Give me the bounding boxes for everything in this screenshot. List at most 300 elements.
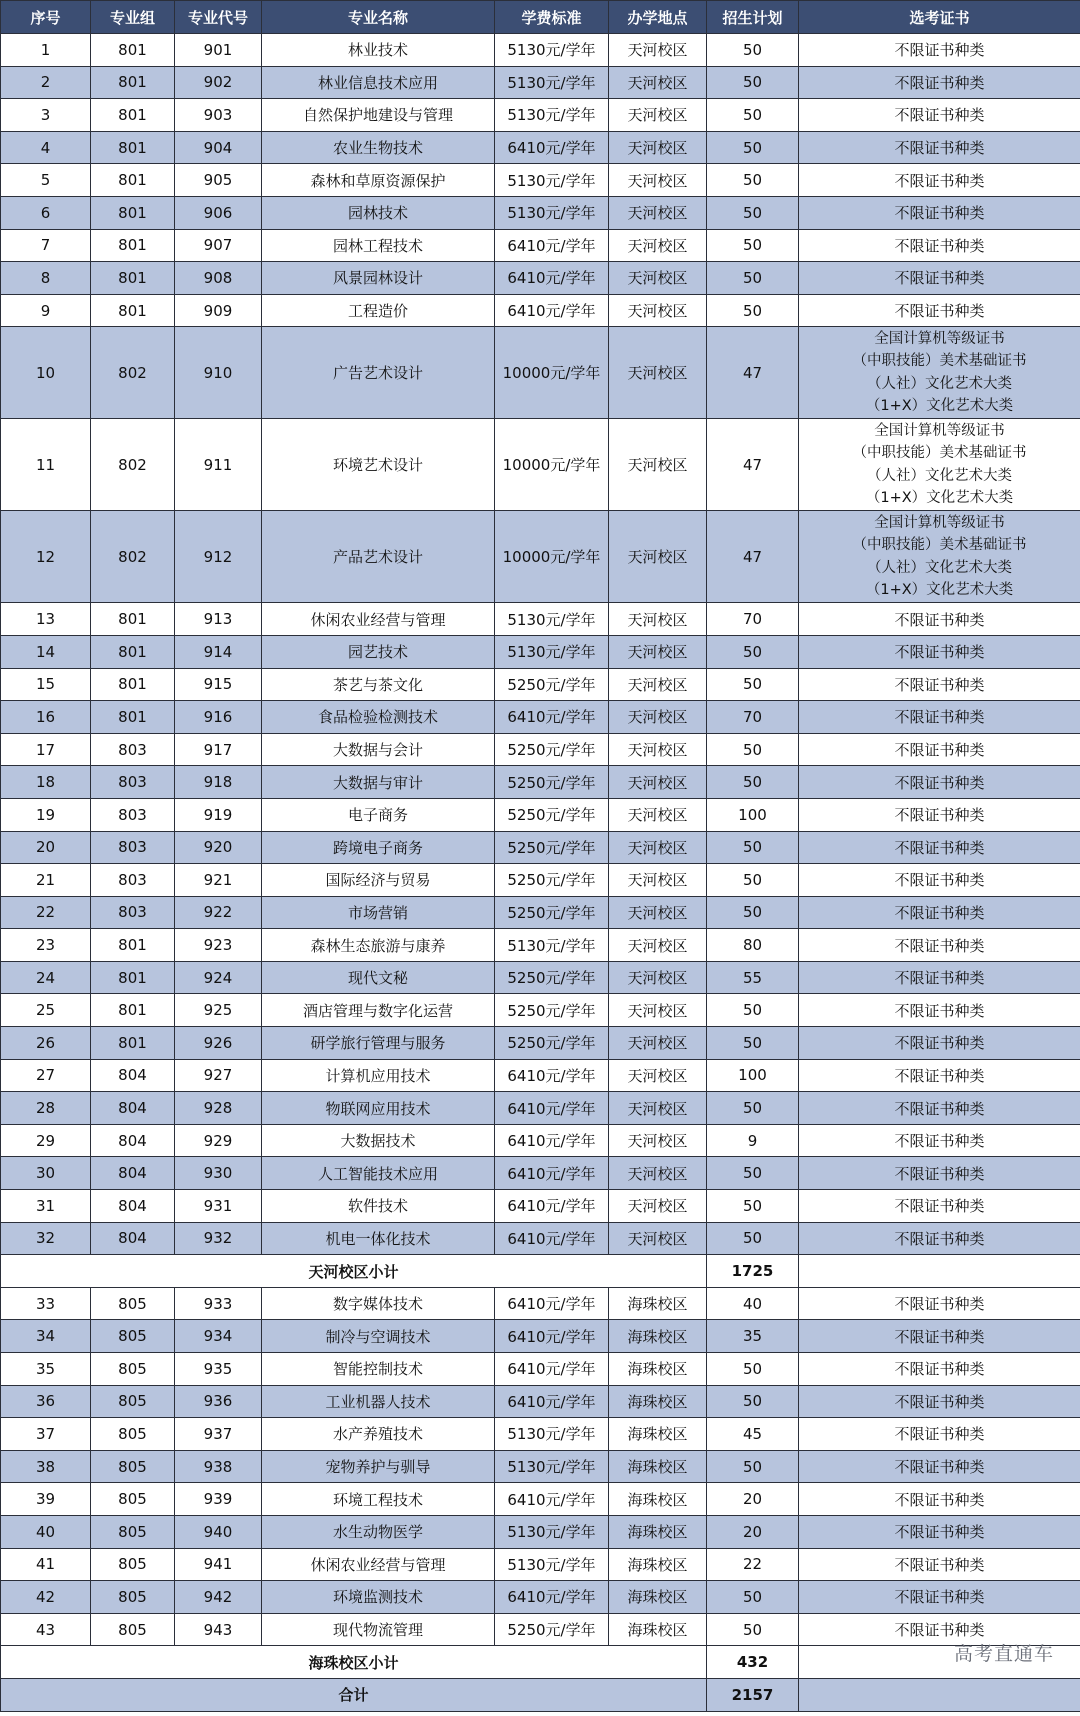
table-row (1, 66, 1080, 99)
table-row (1, 34, 1080, 67)
cell-index: 8 (1, 262, 91, 295)
cell-group: 805 (91, 1548, 175, 1581)
cell-name: 宠物养护与驯导 (262, 1450, 495, 1483)
cell-plan: 50 (707, 229, 799, 262)
cell-fee: 6410元/学年 (495, 131, 609, 164)
cell-cert: 不限证书种类 (799, 196, 1080, 229)
cell-plan: 50 (707, 733, 799, 766)
table-row (1, 1548, 1080, 1581)
cell-plan: 50 (707, 668, 799, 701)
table-header-row (1, 1, 1080, 34)
table-row (1, 294, 1080, 327)
cell-group: 803 (91, 766, 175, 799)
table-row (1, 99, 1080, 132)
cell-location: 天河校区 (609, 1190, 707, 1223)
cell-fee: 5250元/学年 (495, 766, 609, 799)
cell-cert: 不限证书种类 (799, 1157, 1080, 1190)
cell-plan: 47 (707, 419, 799, 511)
cert-line: （人社）文化艺术大类 (867, 375, 1012, 392)
table-row (1, 511, 1080, 603)
cell-plan: 50 (707, 1353, 799, 1386)
cell-plan: 50 (707, 1190, 799, 1223)
cell-plan: 50 (707, 1613, 799, 1646)
cell-name: 休闲农业经营与管理 (262, 603, 495, 636)
cell-cert: 不限证书种类 (799, 1190, 1080, 1223)
cell-cert: 不限证书种类 (799, 1222, 1080, 1255)
cell-group: 801 (91, 262, 175, 295)
cell-code: 901 (175, 34, 262, 67)
cell-code: 942 (175, 1581, 262, 1614)
cell-code: 903 (175, 99, 262, 132)
cell-plan: 50 (707, 864, 799, 897)
cell-cert: 不限证书种类 (799, 99, 1080, 132)
cell-plan: 20 (707, 1483, 799, 1516)
cell-index: 39 (1, 1483, 91, 1516)
cell-code: 927 (175, 1059, 262, 1092)
table-row (1, 1222, 1080, 1255)
cell-code: 943 (175, 1613, 262, 1646)
cell-group: 801 (91, 961, 175, 994)
tianhe-subtotal-row-empty (799, 1255, 1080, 1288)
cell-group: 803 (91, 831, 175, 864)
cell-group: 802 (91, 327, 175, 419)
cell-location: 天河校区 (609, 603, 707, 636)
cell-index: 37 (1, 1418, 91, 1451)
cell-code: 929 (175, 1124, 262, 1157)
cell-group: 804 (91, 1222, 175, 1255)
cell-name: 食品检验检测技术 (262, 701, 495, 734)
cell-plan: 50 (707, 1092, 799, 1125)
cell-group: 802 (91, 511, 175, 603)
cell-location: 天河校区 (609, 668, 707, 701)
cell-cert: 不限证书种类 (799, 294, 1080, 327)
cell-group: 805 (91, 1320, 175, 1353)
cell-location: 海珠校区 (609, 1320, 707, 1353)
cell-cert: 不限证书种类 (799, 1353, 1080, 1386)
cell-cert: 不限证书种类 (799, 798, 1080, 831)
cell-location: 天河校区 (609, 701, 707, 734)
cell-name: 自然保护地建设与管理 (262, 99, 495, 132)
cell-plan: 50 (707, 34, 799, 67)
cell-fee: 5130元/学年 (495, 603, 609, 636)
cell-plan: 80 (707, 929, 799, 962)
cell-plan: 50 (707, 1581, 799, 1614)
cell-name: 森林和草原资源保护 (262, 164, 495, 197)
cell-group: 805 (91, 1418, 175, 1451)
table-row (1, 831, 1080, 864)
cell-cert: 不限证书种类 (799, 1092, 1080, 1125)
table-row (1, 1450, 1080, 1483)
table-row (1, 701, 1080, 734)
cell-plan: 50 (707, 66, 799, 99)
table-row (1, 635, 1080, 668)
cell-group: 801 (91, 99, 175, 132)
cell-cert (799, 419, 1080, 511)
cell-code: 923 (175, 929, 262, 962)
cell-plan: 50 (707, 294, 799, 327)
cell-fee: 6410元/学年 (495, 1157, 609, 1190)
cell-cert: 不限证书种类 (799, 603, 1080, 636)
cell-group: 804 (91, 1157, 175, 1190)
cell-name: 产品艺术设计 (262, 511, 495, 603)
cell-plan: 50 (707, 896, 799, 929)
cell-location: 海珠校区 (609, 1385, 707, 1418)
cell-group: 805 (91, 1287, 175, 1320)
cell-location: 天河校区 (609, 864, 707, 897)
header-name: 专业名称 (262, 1, 495, 34)
cell-plan: 50 (707, 831, 799, 864)
cell-cert: 不限证书种类 (799, 66, 1080, 99)
cell-fee: 5130元/学年 (495, 635, 609, 668)
cell-cert: 不限证书种类 (799, 635, 1080, 668)
cell-location: 天河校区 (609, 798, 707, 831)
cert-line: 全国计算机等级证书 (874, 330, 1005, 347)
cell-code: 941 (175, 1548, 262, 1581)
cell-plan: 50 (707, 1450, 799, 1483)
cell-location: 海珠校区 (609, 1515, 707, 1548)
cell-location: 海珠校区 (609, 1287, 707, 1320)
header-plan: 招生计划 (707, 1, 799, 34)
cell-name: 软件技术 (262, 1190, 495, 1223)
table-row (1, 798, 1080, 831)
header-cert: 选考证书 (799, 1, 1080, 34)
cell-fee: 6410元/学年 (495, 1353, 609, 1386)
table-row (1, 766, 1080, 799)
cell-location: 天河校区 (609, 66, 707, 99)
cell-plan: 9 (707, 1124, 799, 1157)
cell-location: 天河校区 (609, 511, 707, 603)
cell-cert: 不限证书种类 (799, 1124, 1080, 1157)
cell-index: 36 (1, 1385, 91, 1418)
cell-group: 804 (91, 1124, 175, 1157)
cell-fee: 5250元/学年 (495, 733, 609, 766)
cell-group: 801 (91, 196, 175, 229)
cell-index: 17 (1, 733, 91, 766)
cell-code: 919 (175, 798, 262, 831)
haizhu-subtotal-row (1, 1646, 1080, 1679)
cell-cert: 不限证书种类 (799, 1418, 1080, 1451)
cell-plan: 47 (707, 327, 799, 419)
cell-cert: 不限证书种类 (799, 1320, 1080, 1353)
cell-group: 805 (91, 1353, 175, 1386)
cell-group: 805 (91, 1450, 175, 1483)
cell-code: 902 (175, 66, 262, 99)
cell-plan: 50 (707, 262, 799, 295)
cell-location: 天河校区 (609, 831, 707, 864)
cell-index: 10 (1, 327, 91, 419)
cell-cert: 不限证书种类 (799, 1548, 1080, 1581)
cell-cert: 不限证书种类 (799, 1385, 1080, 1418)
cell-cert: 不限证书种类 (799, 668, 1080, 701)
cell-index: 31 (1, 1190, 91, 1223)
cell-name: 研学旅行管理与服务 (262, 1027, 495, 1060)
cell-location: 海珠校区 (609, 1418, 707, 1451)
cell-index: 14 (1, 635, 91, 668)
cell-fee: 5250元/学年 (495, 798, 609, 831)
cell-name: 水生动物医学 (262, 1515, 495, 1548)
cell-group: 805 (91, 1483, 175, 1516)
table-row (1, 419, 1080, 511)
cell-cert: 不限证书种类 (799, 831, 1080, 864)
cell-group: 801 (91, 1027, 175, 1060)
cell-fee: 6410元/学年 (495, 1190, 609, 1223)
cell-code: 913 (175, 603, 262, 636)
cell-location: 天河校区 (609, 896, 707, 929)
cell-name: 机电一体化技术 (262, 1222, 495, 1255)
cell-index: 1 (1, 34, 91, 67)
cell-cert (799, 511, 1080, 603)
cell-name: 酒店管理与数字化运营 (262, 994, 495, 1027)
cell-plan: 70 (707, 701, 799, 734)
cert-line: 全国计算机等级证书 (874, 514, 1005, 531)
cell-name: 园艺技术 (262, 635, 495, 668)
cell-group: 802 (91, 419, 175, 511)
cell-fee: 5250元/学年 (495, 1613, 609, 1646)
cell-fee: 5130元/学年 (495, 66, 609, 99)
cell-index: 5 (1, 164, 91, 197)
table-row (1, 164, 1080, 197)
cell-index: 20 (1, 831, 91, 864)
cell-plan: 35 (707, 1320, 799, 1353)
table-row (1, 1483, 1080, 1516)
cell-name: 电子商务 (262, 798, 495, 831)
table-row (1, 1581, 1080, 1614)
cell-code: 938 (175, 1450, 262, 1483)
cell-group: 805 (91, 1385, 175, 1418)
cell-fee: 5250元/学年 (495, 864, 609, 897)
cell-fee: 6410元/学年 (495, 1385, 609, 1418)
cell-name: 农业生物技术 (262, 131, 495, 164)
cert-line: （中职技能）美术基础证书 (852, 537, 1027, 554)
table-row (1, 1092, 1080, 1125)
cell-location: 海珠校区 (609, 1483, 707, 1516)
cell-location: 天河校区 (609, 635, 707, 668)
cell-cert: 不限证书种类 (799, 1059, 1080, 1092)
cell-location: 天河校区 (609, 99, 707, 132)
cell-index: 24 (1, 961, 91, 994)
cell-location: 天河校区 (609, 327, 707, 419)
cell-code: 922 (175, 896, 262, 929)
cell-fee: 5130元/学年 (495, 34, 609, 67)
cell-index: 25 (1, 994, 91, 1027)
cell-plan: 50 (707, 766, 799, 799)
cell-code: 937 (175, 1418, 262, 1451)
table-row (1, 196, 1080, 229)
cell-name: 国际经济与贸易 (262, 864, 495, 897)
cell-fee: 6410元/学年 (495, 1287, 609, 1320)
cell-index: 21 (1, 864, 91, 897)
cell-index: 34 (1, 1320, 91, 1353)
cell-location: 海珠校区 (609, 1548, 707, 1581)
cell-code: 931 (175, 1190, 262, 1223)
cell-index: 41 (1, 1548, 91, 1581)
cell-fee: 6410元/学年 (495, 294, 609, 327)
cell-index: 27 (1, 1059, 91, 1092)
cell-group: 801 (91, 66, 175, 99)
cell-location: 天河校区 (609, 131, 707, 164)
cell-name: 林业信息技术应用 (262, 66, 495, 99)
cell-code: 924 (175, 961, 262, 994)
cell-cert: 不限证书种类 (799, 229, 1080, 262)
header-location: 办学地点 (609, 1, 707, 34)
cell-name: 跨境电子商务 (262, 831, 495, 864)
cell-cert: 不限证书种类 (799, 994, 1080, 1027)
cell-cert: 不限证书种类 (799, 262, 1080, 295)
cell-code: 914 (175, 635, 262, 668)
cell-code: 920 (175, 831, 262, 864)
table-row (1, 1124, 1080, 1157)
cell-name: 大数据技术 (262, 1124, 495, 1157)
cell-fee: 5130元/学年 (495, 196, 609, 229)
cell-name: 环境艺术设计 (262, 419, 495, 511)
cert-line: （1+X）文化艺术大类 (865, 582, 1014, 599)
cell-fee: 6410元/学年 (495, 1092, 609, 1125)
cell-index: 12 (1, 511, 91, 603)
cell-group: 805 (91, 1581, 175, 1614)
cell-plan: 50 (707, 1385, 799, 1418)
cell-fee: 6410元/学年 (495, 701, 609, 734)
cell-index: 22 (1, 896, 91, 929)
cell-group: 801 (91, 668, 175, 701)
table-row (1, 1190, 1080, 1223)
cell-cert (799, 327, 1080, 419)
cell-cert: 不限证书种类 (799, 1515, 1080, 1548)
cell-index: 30 (1, 1157, 91, 1190)
cell-location: 天河校区 (609, 34, 707, 67)
cell-name: 人工智能技术应用 (262, 1157, 495, 1190)
cell-location: 天河校区 (609, 419, 707, 511)
cell-fee: 5130元/学年 (495, 164, 609, 197)
cell-code: 926 (175, 1027, 262, 1060)
cell-plan: 100 (707, 1059, 799, 1092)
cell-code: 905 (175, 164, 262, 197)
cell-fee: 6410元/学年 (495, 1320, 609, 1353)
cell-name: 计算机应用技术 (262, 1059, 495, 1092)
cell-location: 天河校区 (609, 1124, 707, 1157)
cell-name: 广告艺术设计 (262, 327, 495, 419)
cell-code: 912 (175, 511, 262, 603)
cell-cert: 不限证书种类 (799, 1581, 1080, 1614)
cell-plan: 55 (707, 961, 799, 994)
cell-code: 918 (175, 766, 262, 799)
cell-location: 天河校区 (609, 1222, 707, 1255)
cell-group: 801 (91, 929, 175, 962)
cell-group: 801 (91, 131, 175, 164)
grand-total-row-empty (799, 1678, 1080, 1711)
cell-fee: 5130元/学年 (495, 1515, 609, 1548)
cell-fee: 5130元/学年 (495, 1450, 609, 1483)
cell-plan: 50 (707, 99, 799, 132)
cell-index: 23 (1, 929, 91, 962)
cell-index: 2 (1, 66, 91, 99)
cert-line: （中职技能）美术基础证书 (852, 353, 1027, 370)
cell-index: 38 (1, 1450, 91, 1483)
cell-cert: 不限证书种类 (799, 164, 1080, 197)
cell-name: 工业机器人技术 (262, 1385, 495, 1418)
cell-cert: 不限证书种类 (799, 961, 1080, 994)
cell-fee: 5130元/学年 (495, 1418, 609, 1451)
grand-total-row (1, 1678, 1080, 1711)
cell-group: 804 (91, 1059, 175, 1092)
cell-location: 天河校区 (609, 733, 707, 766)
cell-code: 939 (175, 1483, 262, 1516)
cell-plan: 50 (707, 1027, 799, 1060)
cell-location: 天河校区 (609, 1027, 707, 1060)
cell-group: 801 (91, 229, 175, 262)
cell-group: 801 (91, 34, 175, 67)
header-code: 专业代号 (175, 1, 262, 34)
cell-name: 大数据与会计 (262, 733, 495, 766)
tianhe-subtotal-row (1, 1255, 1080, 1288)
cell-cert: 不限证书种类 (799, 766, 1080, 799)
cell-group: 801 (91, 164, 175, 197)
cell-location: 天河校区 (609, 196, 707, 229)
cell-group: 801 (91, 701, 175, 734)
cell-name: 市场营销 (262, 896, 495, 929)
header-fee: 学费标准 (495, 1, 609, 34)
table-row (1, 733, 1080, 766)
cell-plan: 20 (707, 1515, 799, 1548)
cell-fee: 6410元/学年 (495, 1124, 609, 1157)
table-row (1, 1027, 1080, 1060)
table-row (1, 262, 1080, 295)
cell-code: 911 (175, 419, 262, 511)
cell-plan: 50 (707, 994, 799, 1027)
cell-location: 海珠校区 (609, 1613, 707, 1646)
cell-plan: 45 (707, 1418, 799, 1451)
cell-code: 921 (175, 864, 262, 897)
cell-code: 935 (175, 1353, 262, 1386)
cell-location: 海珠校区 (609, 1450, 707, 1483)
cell-fee: 6410元/学年 (495, 1483, 609, 1516)
cell-location: 天河校区 (609, 1157, 707, 1190)
cell-index: 6 (1, 196, 91, 229)
table-row (1, 994, 1080, 1027)
cell-index: 13 (1, 603, 91, 636)
cell-group: 801 (91, 635, 175, 668)
cell-fee: 5130元/学年 (495, 929, 609, 962)
cell-fee: 5250元/学年 (495, 961, 609, 994)
cell-code: 908 (175, 262, 262, 295)
table-row (1, 1613, 1080, 1646)
cell-name: 园林技术 (262, 196, 495, 229)
grand-total-row-label: 合计 (1, 1678, 707, 1711)
cell-plan: 100 (707, 798, 799, 831)
cell-group: 803 (91, 896, 175, 929)
cell-fee: 6410元/学年 (495, 262, 609, 295)
cell-name: 制冷与空调技术 (262, 1320, 495, 1353)
cell-name: 园林工程技术 (262, 229, 495, 262)
cell-location: 天河校区 (609, 1059, 707, 1092)
cell-location: 天河校区 (609, 1092, 707, 1125)
cell-cert: 不限证书种类 (799, 896, 1080, 929)
cell-group: 801 (91, 994, 175, 1027)
table-row (1, 961, 1080, 994)
cell-group: 804 (91, 1190, 175, 1223)
cell-plan: 50 (707, 164, 799, 197)
cell-location: 天河校区 (609, 262, 707, 295)
table-row (1, 1287, 1080, 1320)
cell-plan: 22 (707, 1548, 799, 1581)
table-row (1, 229, 1080, 262)
cell-code: 906 (175, 196, 262, 229)
cell-code: 917 (175, 733, 262, 766)
cell-cert: 不限证书种类 (799, 131, 1080, 164)
cell-index: 33 (1, 1287, 91, 1320)
cell-cert: 不限证书种类 (799, 1287, 1080, 1320)
cell-cert: 不限证书种类 (799, 929, 1080, 962)
cell-index: 4 (1, 131, 91, 164)
